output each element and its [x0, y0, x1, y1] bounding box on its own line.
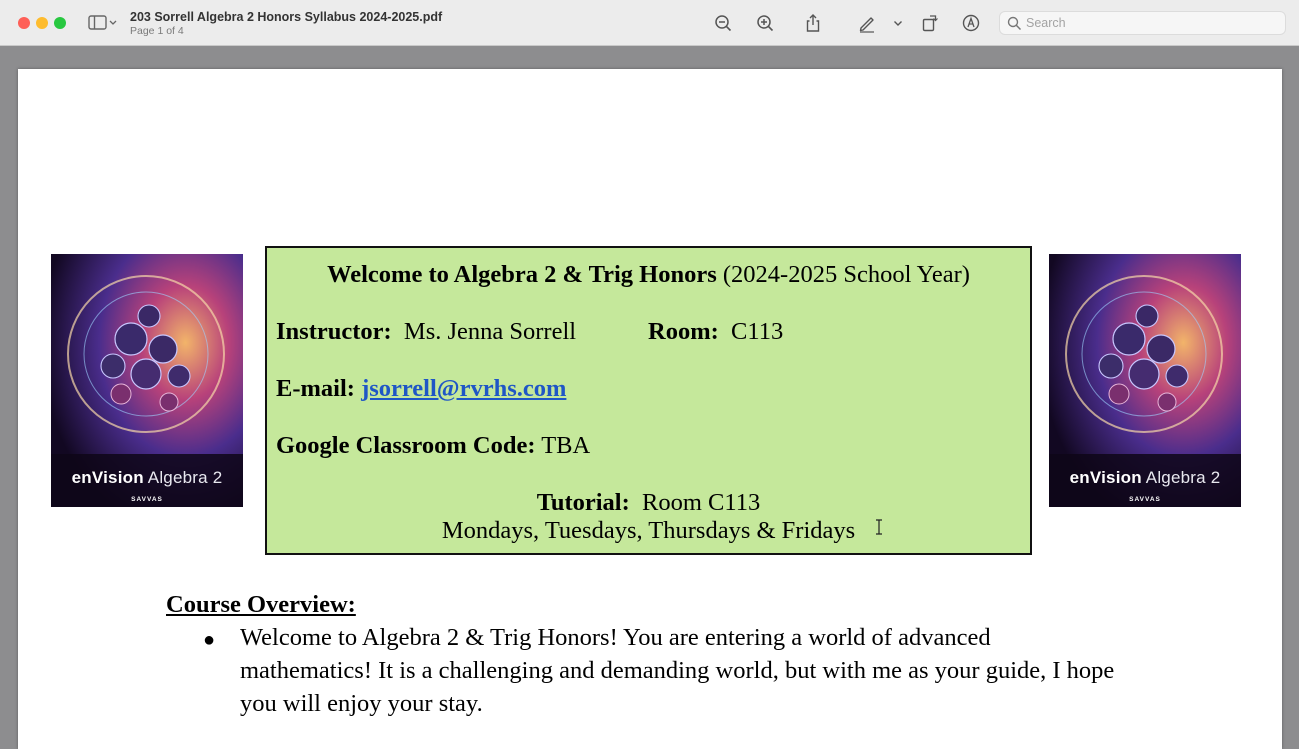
email-line: E-mail: jsorrell@rvrhs.com [276, 375, 567, 402]
pdf-page[interactable] [18, 69, 1282, 749]
textbook-cover-right [1049, 254, 1241, 507]
markup-icon [960, 12, 982, 34]
zoom-in-icon [754, 12, 776, 34]
highlight-options-button[interactable] [888, 12, 908, 34]
share-icon [802, 12, 824, 34]
share-button[interactable] [802, 12, 824, 34]
zoom-out-icon [712, 12, 734, 34]
markup-button[interactable] [960, 12, 982, 34]
bullet-icon: ● [203, 629, 216, 651]
instructor-line: Instructor: Ms. Jenna Sorrell [276, 318, 577, 345]
tutorial-line: Tutorial: Room C113 [536, 489, 761, 516]
welcome-heading: Welcome to Algebra 2 & Trig Honors (2024-2025 School Year) [327, 261, 970, 288]
minimize-window-button[interactable] [36, 17, 48, 29]
chevron-down-icon [888, 12, 908, 34]
sidebar-toggle-button[interactable] [86, 12, 122, 34]
email-link[interactable]: jsorrell@rvrhs.com [361, 375, 567, 402]
highlight-pen-icon [856, 12, 878, 34]
search-icon [1007, 16, 1022, 31]
close-window-button[interactable] [18, 17, 30, 29]
sidebar-icon [86, 12, 122, 34]
textbook-title: enVision Algebra 2 [1069, 468, 1221, 487]
zoom-window-button[interactable] [54, 17, 66, 29]
toolbar [0, 0, 1299, 46]
search-input[interactable] [1026, 14, 1276, 32]
course-overview-heading: Course Overview: [166, 591, 356, 618]
classroom-code-line: Google Classroom Code: TBA [276, 432, 591, 459]
overview-line: Welcome to Algebra 2 & Trig Honors! You are entering a world of advanced [240, 624, 991, 651]
document-title: 203 Sorrell Algebra 2 Honors Syllabus 2024-2025.pdf [130, 10, 443, 24]
tutorial-days: Mondays, Tuesdays, Thursdays & Fridays [441, 517, 856, 544]
text-cursor-icon [874, 519, 884, 535]
publisher-logo: SAVVAS [131, 496, 163, 503]
rotate-button[interactable] [919, 12, 941, 34]
textbook-cover-left [51, 254, 243, 507]
course-info-box [265, 246, 1032, 555]
rotate-icon [919, 12, 941, 34]
room-line: Room: C113 [648, 318, 784, 345]
search-field[interactable] [999, 11, 1286, 35]
zoom-out-button[interactable] [712, 12, 734, 34]
overview-line: mathematics! It is a challenging and demanding world, but with me as your guide, I hope [240, 657, 1115, 684]
publisher-logo: SAVVAS [1129, 496, 1161, 503]
page-indicator: Page 1 of 4 [130, 25, 184, 37]
highlight-button[interactable] [856, 12, 878, 34]
textbook-title: enVision Algebra 2 [71, 468, 223, 487]
overview-line: you will enjoy your stay. [240, 690, 483, 717]
zoom-in-button[interactable] [754, 12, 776, 34]
